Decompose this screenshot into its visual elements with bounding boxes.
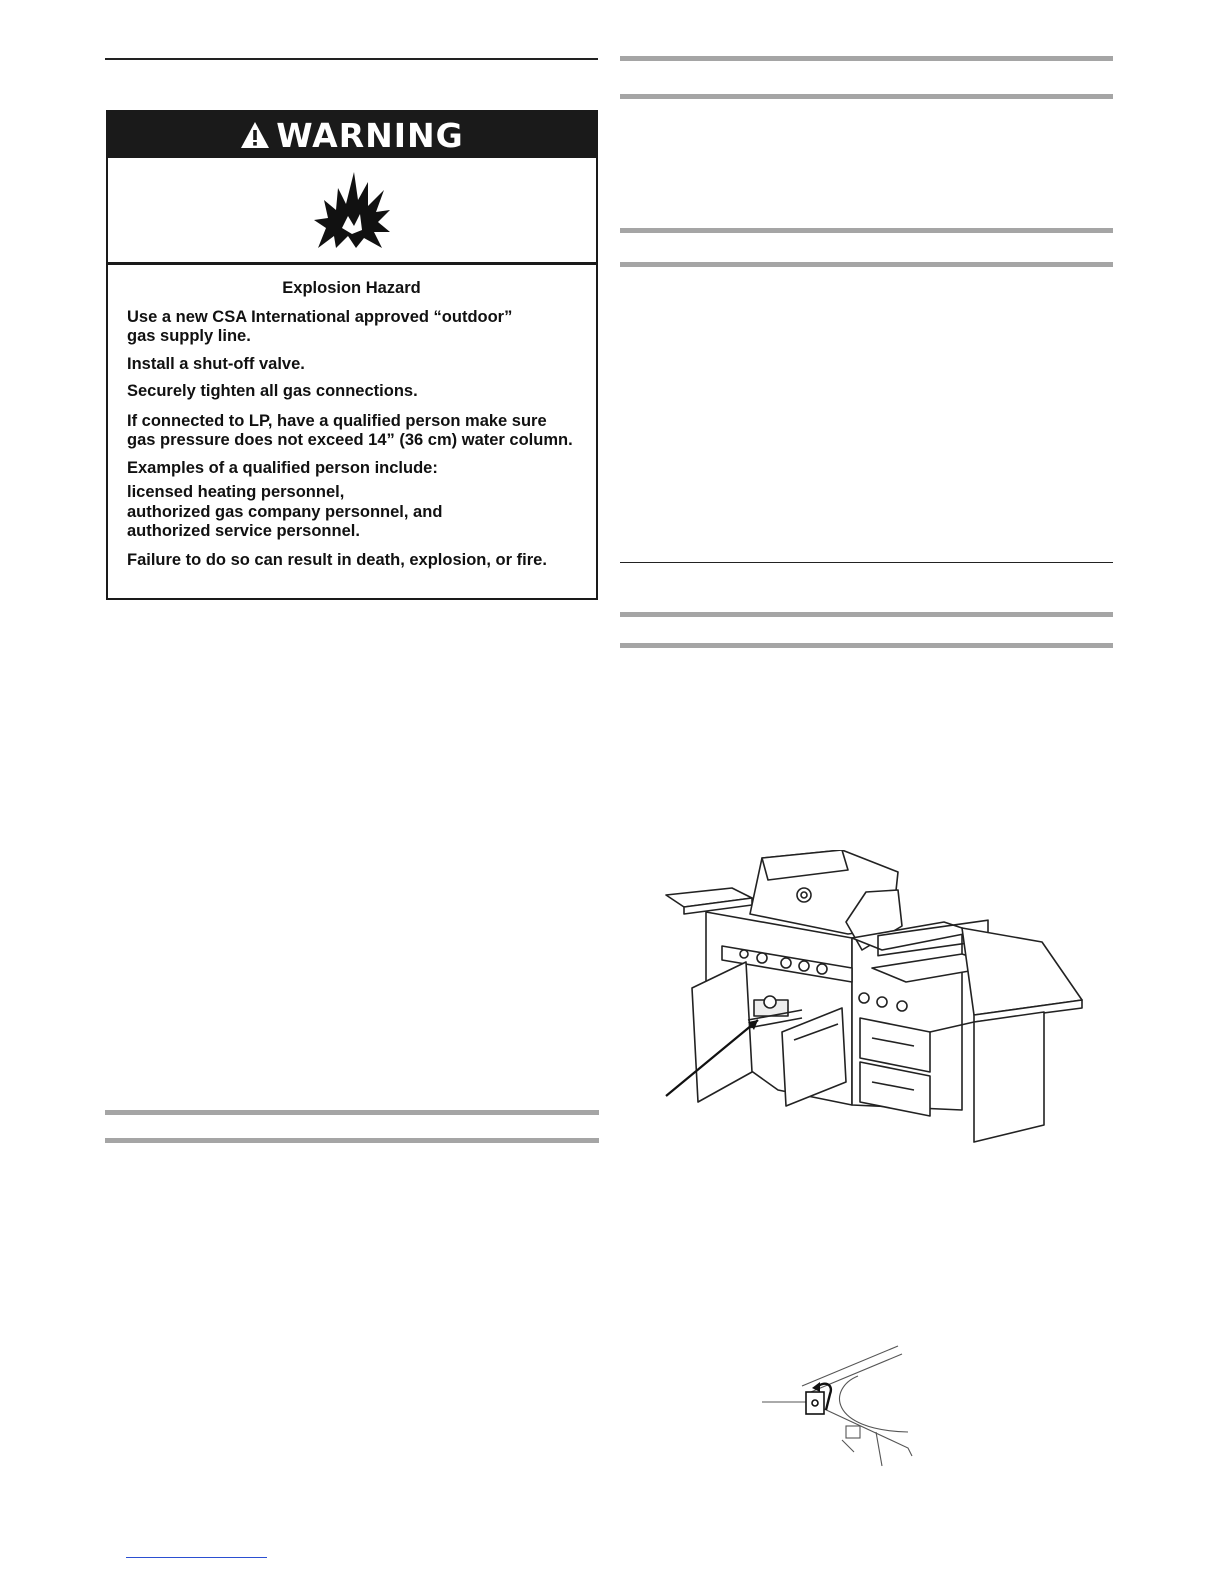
qualified-person-item: authorized service personnel. — [127, 522, 360, 540]
warning-line-connections: Securely tighten all gas connections. — [127, 382, 418, 400]
warning-consequence: Failure to do so can result in death, explosion, or fire. — [127, 550, 547, 569]
right-rule-4 — [620, 262, 1113, 267]
explosion-symbol-area — [108, 158, 596, 265]
left-section-rule-top — [105, 1110, 599, 1115]
valve-detail-illustration — [758, 1340, 918, 1472]
right-rule-5 — [620, 562, 1113, 563]
warning-line-pressure: If connected to LP, have a qualified person make sure gas pressure does not exceed 14” (36 cm) water column. — [127, 411, 573, 449]
warning-title: WARNING — [276, 115, 464, 155]
hazard-title: Explosion Hazard — [282, 279, 421, 297]
explosion-icon — [312, 170, 392, 250]
qualified-person-item: licensed heating personnel, — [127, 483, 345, 501]
right-rule-6 — [620, 612, 1113, 617]
right-rule-3 — [620, 228, 1113, 233]
warning-line-examples: Examples of a qualified person include: — [127, 458, 438, 477]
warning-text — [108, 265, 596, 570]
warning-box — [106, 110, 598, 600]
right-rule-2 — [620, 94, 1113, 99]
warning-triangle-icon — [240, 121, 270, 149]
left-top-rule — [105, 58, 598, 60]
right-rule-1 — [620, 56, 1113, 61]
footer-link-underline — [126, 1557, 267, 1558]
outdoor-kitchen-illustration — [662, 850, 1087, 1150]
left-section-rule-bottom — [105, 1138, 599, 1143]
right-rule-7 — [620, 643, 1113, 648]
qualified-persons-list — [127, 483, 576, 542]
warning-line-valve: Install a shut-off valve. — [127, 354, 305, 373]
qualified-person-item: authorized gas company personnel, and — [127, 502, 443, 521]
warning-header — [108, 112, 596, 158]
warning-line-supply: Use a new CSA International approved “outdoor” gas supply line. — [127, 307, 513, 345]
